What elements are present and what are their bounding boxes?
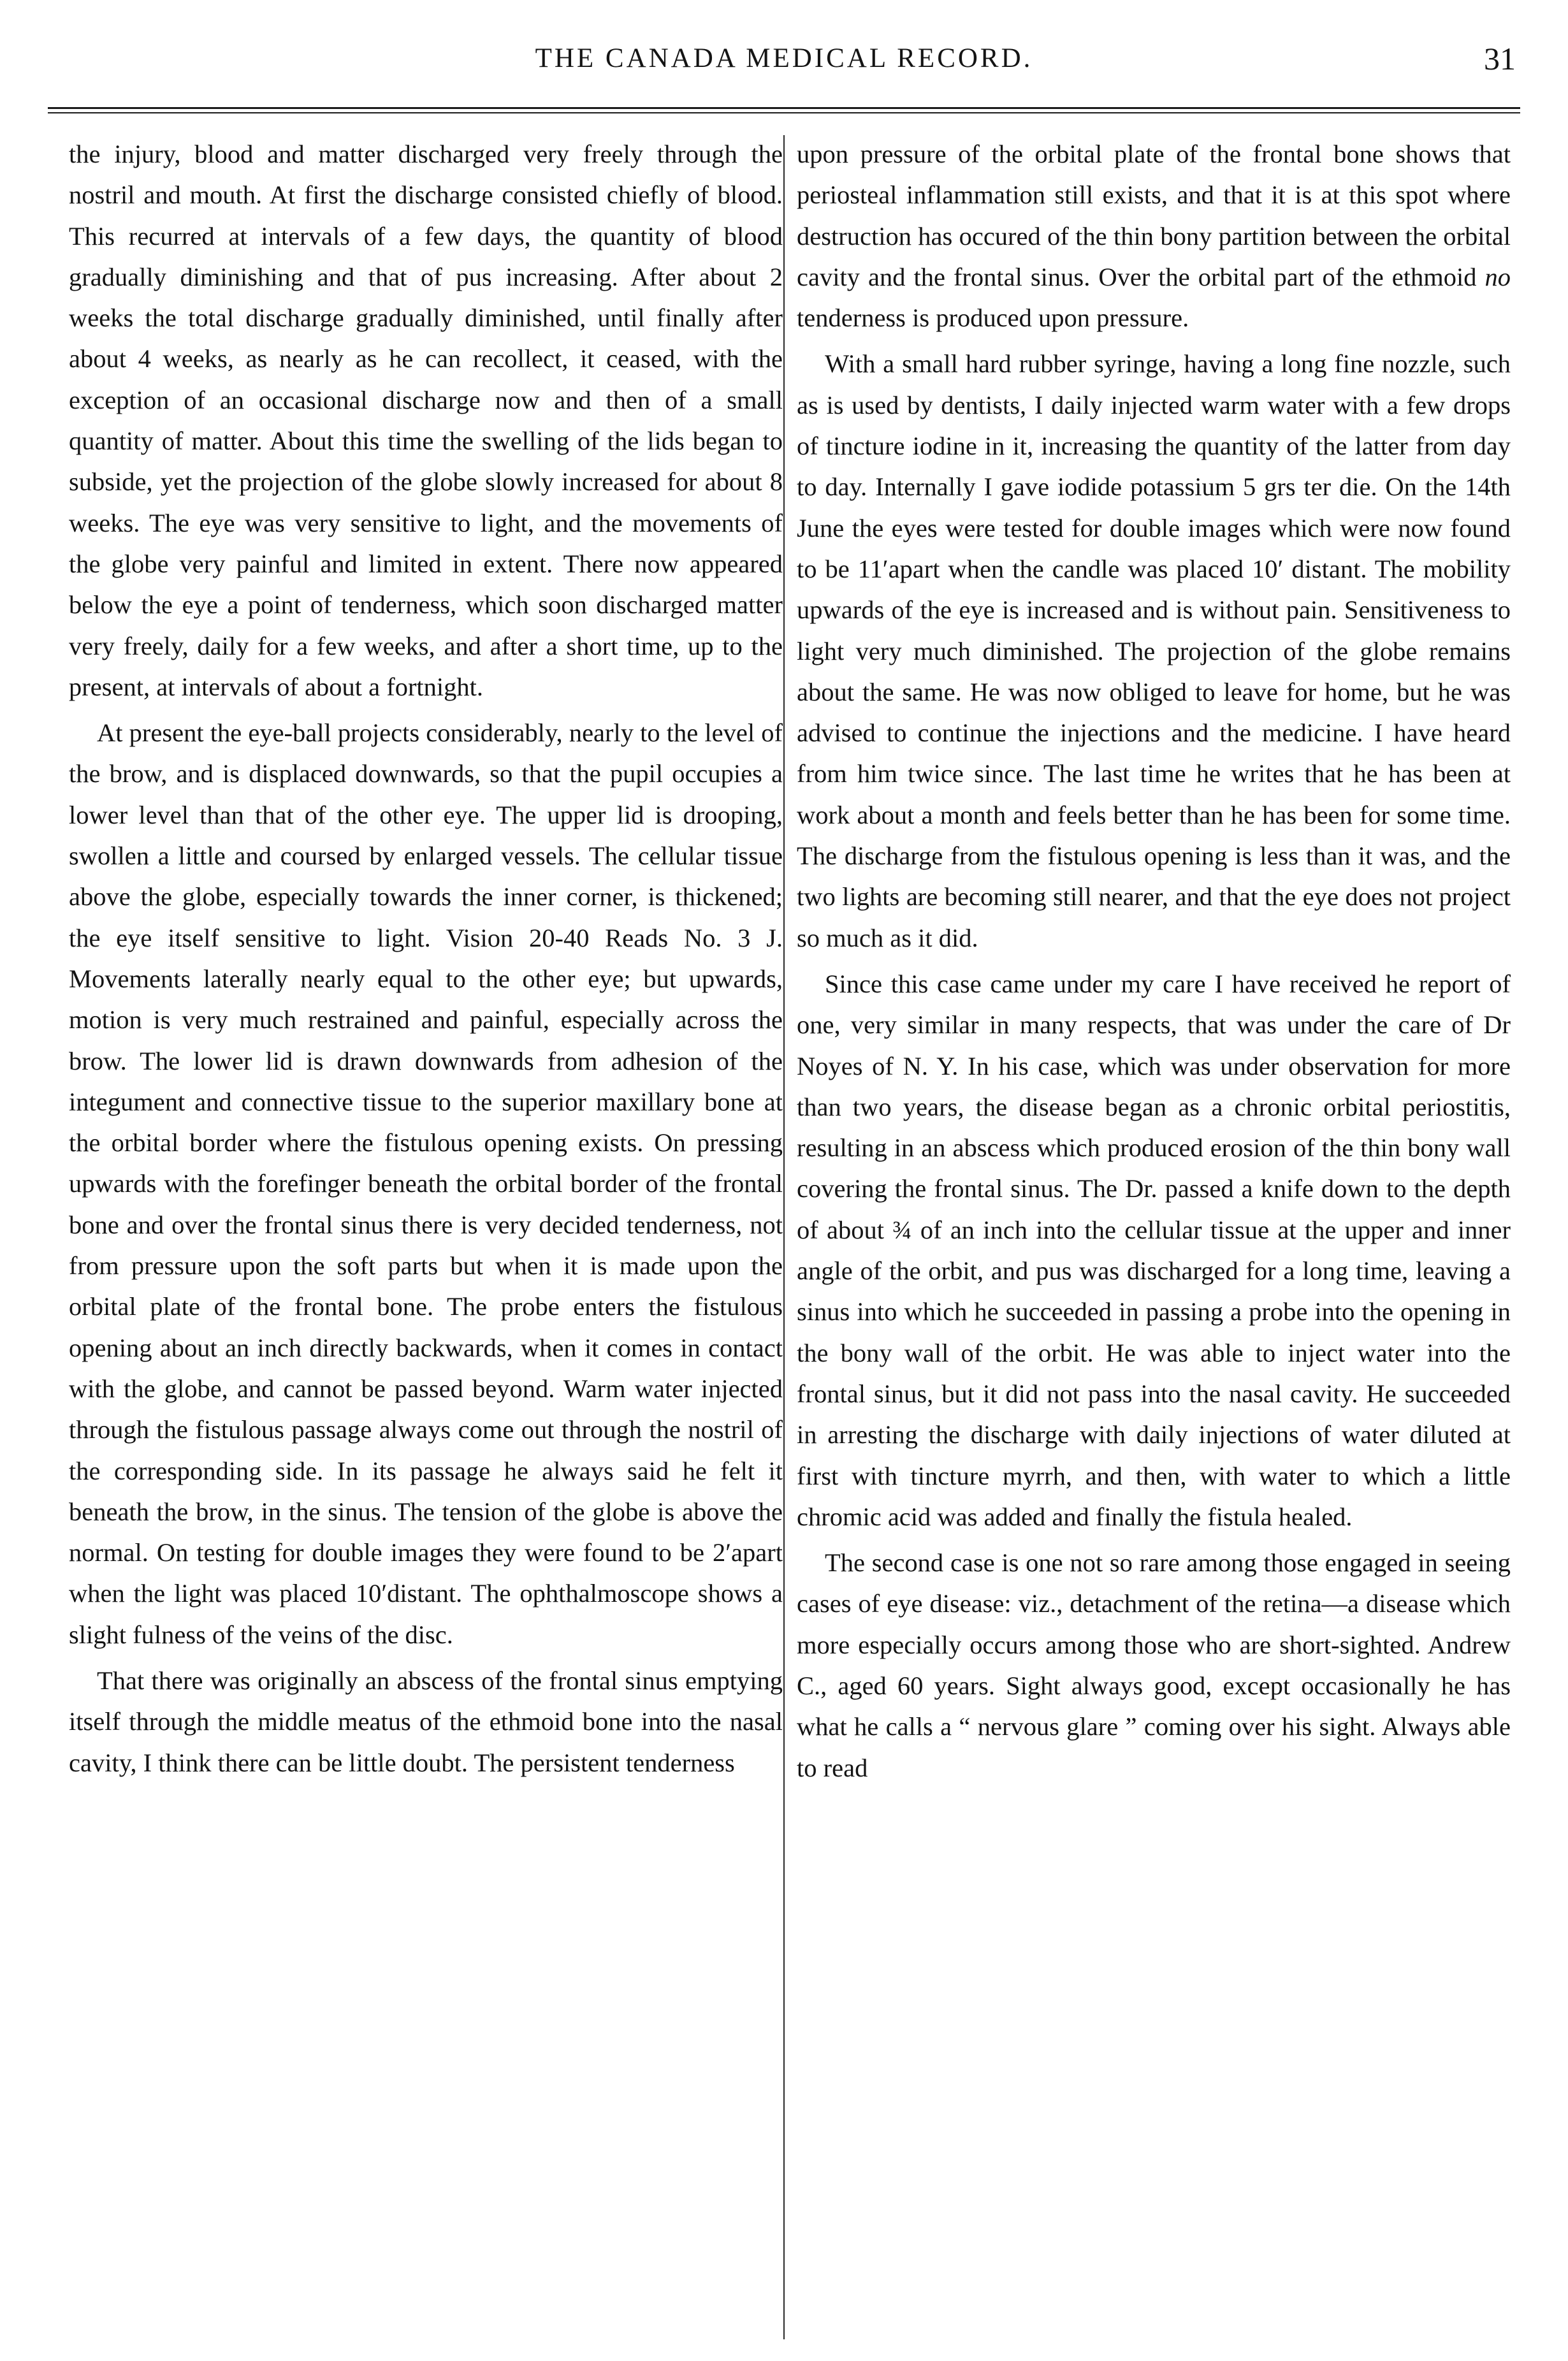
right-paragraph-3: Since this case came under my care I have received he report of one, very similar in many respects, that was under the care of Dr Noyes of N. Y. In his case, which was under observation for more than two years, the disease began as a chronic orbital periostitis, resulting in an abscess which produced erosion of the thin bony wall covering the frontal sinus. The Dr. passed a knife down to the depth of about ¾ of an inch into the cellular tissue at the upper and inner angle of the orbit, and pus was discharged for a long time, leaving a sinus into which he succeeded in passing a probe into the opening in the bony wall of the orbit. He was able to inject water into the frontal sinus, but it did not pass into the nasal cavity. He succeeded in arresting the discharge with daily injections of water diluted at first with tincture myrrh, and then, with water to which a little chromic acid was added and finally the fistula healed. bbox=[797, 969, 1511, 1531]
header-rule bbox=[48, 107, 1520, 113]
page-header bbox=[38, 40, 1530, 78]
column-divider bbox=[783, 135, 785, 2339]
left-paragraph-2: At present the eye-ball projects considerably, nearly to the level of the brow, and is displaced downwards, so that the pupil occupies a lower level than that of the other eye. The upper lid is drooping, swollen a little and coursed by enlarged vessels. The cellular tissue above the globe, especially towards the inner corner, is thickened; the eye itself sensitive to light. Vision 20-40 Reads No. 3 J. Movements laterally nearly equal to the other eye; but upwards, motion is very much restrained and painful, especially across the brow. The lower lid is drawn downwards from adhesion of the integument and connective tissue to the superior maxillary bone at the orbital border where the fistulous opening exists. On pressing upwards with the forefinger beneath the orbital border of the frontal bone and over the frontal sinus there is very decided tenderness, not from pressure upon the soft parts but when it is made upon the orbital plate of the frontal bone. The probe enters the fistulous opening about an inch directly backwards, when it comes in contact with the globe, and cannot be passed beyond. Warm water injected through the fistulous passage always come out through the nostril of the corresponding side. In its passage he always said he felt it beneath the brow, in the sinus. The tension of the globe is above the normal. On testing for double images they were found to be 2′apart when the light was placed 10′distant. The ophthalmoscope shows a slight fulness of the veins of the disc. bbox=[69, 718, 783, 1649]
left-paragraph-3: That there was originally an abscess of the frontal sinus emptying itself through the middle meatus of the ethmoid bone into the nasal cavity, I think there can be little doubt. The persistent tenderness bbox=[69, 1666, 783, 1777]
left-column bbox=[69, 134, 783, 2339]
right-column bbox=[797, 134, 1511, 2339]
right-paragraph-2: With a small hard rubber syringe, having a long fine nozzle, such as is used by dentists, I daily injected warm water with a few drops of tincture iodine in it, increasing the quantity of the latter from day to day. Internally I gave iodide potassium 5 grs ter die. On the 14th June the eyes were tested for double images which were now found to be 11′apart when the candle was placed 10′ distant. The mobility upwards of the eye is increased and is without pain. Sensitiveness to light very much diminished. The projection of the globe remains about the same. He was now obliged to leave for home, but he was advised to continue the injections and the medicine. I have heard from him twice since. The last time he writes that he has been at work about a month and feels better than he has been for some time. The discharge from the fistulous opening is less than it was, and the two lights are becoming still nearer, and that the eye does not project so much as it did. bbox=[797, 349, 1511, 952]
right-paragraph-1-text-b: tenderness is produced upon pressure. bbox=[797, 303, 1189, 333]
right-paragraph-1-text-a: upon pressure of the orbital plate of the frontal bone shows that periosteal inflammation still exists, and that it is at this spot where destruction has occured of the thin bony partition between the orbital cavity and the frontal sinus. Over the orbital part of the ethmoid bbox=[797, 140, 1511, 291]
right-paragraph-4: The second case is one not so rare among those engaged in seeing cases of eye disease: viz., detachment of the retina—a disease which more especially occurs among those who are short-sighted. Andrew C., aged 60 years. Sight always good, except occasionally he has what he calls a “ nervous glare ” coming over his sight. Always able to read bbox=[797, 1548, 1511, 1782]
right-paragraph-1-italic: no bbox=[1485, 262, 1511, 291]
journal-title: THE CANADA MEDICAL RECORD. bbox=[535, 43, 1033, 73]
left-paragraph-1: the injury, blood and matter discharged very freely through the nostril and mouth. At first the discharge consisted chiefly of blood. This recurred at intervals of a few days, the quantity of blood gradually diminishing and that of pus increasing. After about 2 weeks the total discharge gradually diminished, until finally after about 4 weeks, as nearly as he can recollect, it ceased, with the exception of an occasional discharge now and then of a small quantity of matter. About this time the swelling of the lids began to subside, yet the projection of the globe slowly increased for about 8 weeks. The eye was very sensitive to light, and the movements of the globe very painful and limited in extent. There now appeared below the eye a point of tenderness, which soon discharged matter very freely, daily for a few weeks, and after a short time, up to the present, at intervals of about a fortnight. bbox=[69, 140, 783, 701]
page-number: 31 bbox=[1484, 41, 1516, 76]
right-paragraph-1 bbox=[797, 134, 1511, 338]
